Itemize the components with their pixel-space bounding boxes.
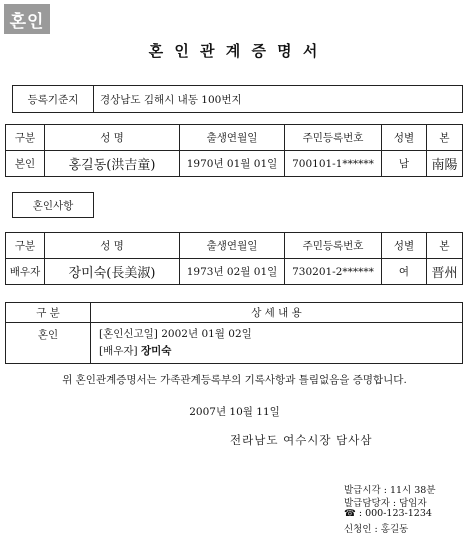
cell-resident-number: 730201-2****** bbox=[285, 259, 382, 285]
spouse-table-header-row bbox=[6, 233, 463, 259]
registry-value: 경상남도 김해시 내동 100번지 bbox=[94, 85, 463, 113]
cell-name: 장미숙(長美淑) bbox=[45, 259, 180, 285]
spouse-label: [배우자] bbox=[99, 345, 138, 357]
document-title: 혼 인 관 계 증 명 서 bbox=[148, 42, 321, 60]
header-resident-number: 주민등록번호 bbox=[285, 233, 382, 259]
issuer: 전라남도 여수시장 담사삼 bbox=[230, 433, 373, 447]
cell-resident-number: 700101-1****** bbox=[285, 151, 382, 177]
header-name: 성 명 bbox=[45, 233, 180, 259]
cell-category: 배우자 bbox=[6, 259, 45, 285]
issue-time: 발급시각 : 11시 38분 bbox=[344, 485, 436, 496]
cell-gender: 남 bbox=[382, 151, 427, 177]
spouse-table bbox=[5, 232, 463, 285]
cell-birthdate: 1970년 01월 01일 bbox=[180, 151, 285, 177]
marriage-section-tag: 혼인사항 bbox=[12, 192, 94, 218]
header-origin: 본 bbox=[427, 233, 463, 259]
header-gender: 성별 bbox=[382, 233, 427, 259]
header-category: 구분 bbox=[6, 125, 45, 151]
cell-gender: 여 bbox=[382, 259, 427, 285]
person-table-header-row bbox=[6, 125, 463, 151]
person-table-row bbox=[6, 151, 463, 177]
cell-birthdate: 1973년 02월 01일 bbox=[180, 259, 285, 285]
detail-table-row bbox=[6, 323, 463, 364]
certification-statement: 위 혼인관계증명서는 가족관계등록부의 기록사항과 틀림없음을 증명합니다. bbox=[62, 374, 407, 386]
issuing-officer: 발급담당자 : 담임자 bbox=[344, 498, 427, 509]
header-category: 구분 bbox=[6, 233, 45, 259]
spouse-name: 장미숙 bbox=[140, 345, 172, 357]
header-category: 구 분 bbox=[6, 303, 91, 323]
person-table bbox=[5, 124, 463, 177]
marriage-report-date: [혼인신고일] 2002년 01월 02일 bbox=[99, 328, 252, 340]
header-gender: 성별 bbox=[382, 125, 427, 151]
document-type-badge: 혼인 bbox=[4, 4, 50, 34]
cell-origin: 晋州 bbox=[427, 259, 463, 285]
detail-table bbox=[5, 302, 463, 364]
header-birthdate: 출생연월일 bbox=[180, 125, 285, 151]
issue-date: 2007년 10월 11일 bbox=[189, 406, 280, 418]
cell-category: 본인 bbox=[6, 151, 45, 177]
header-resident-number: 주민등록번호 bbox=[285, 125, 382, 151]
spouse-table-row bbox=[6, 259, 463, 285]
applicant: 신청인 : 홍길동 bbox=[344, 524, 409, 535]
spouse-line bbox=[99, 343, 462, 360]
header-name: 성 명 bbox=[45, 125, 180, 151]
detail-table-header-row bbox=[6, 303, 463, 323]
phone-number: ☎ : 000-123-1234 bbox=[344, 508, 432, 519]
registry-label: 등록기준지 bbox=[12, 85, 94, 113]
cell-origin: 南陽 bbox=[427, 151, 463, 177]
cell-details bbox=[91, 323, 463, 364]
header-origin: 본 bbox=[427, 125, 463, 151]
header-birthdate: 출생연월일 bbox=[180, 233, 285, 259]
cell-name: 홍길동(洪吉童) bbox=[45, 151, 180, 177]
header-details: 상 세 내 용 bbox=[91, 303, 463, 323]
cell-category: 혼인 bbox=[6, 323, 91, 364]
